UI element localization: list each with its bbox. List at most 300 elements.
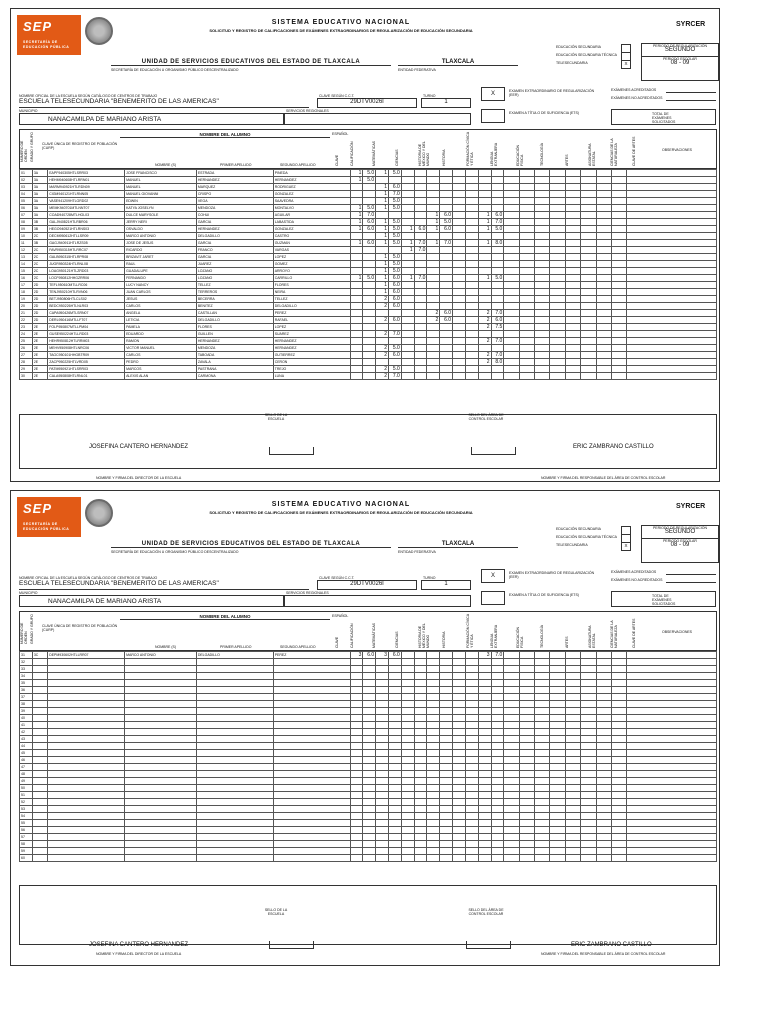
grade-key-cell[interactable] bbox=[453, 303, 466, 310]
grade-value-cell[interactable] bbox=[414, 261, 427, 268]
grade-key-cell[interactable]: 1 bbox=[350, 177, 363, 184]
grade-key-cell[interactable]: 1 bbox=[478, 226, 491, 233]
grade-cell[interactable] bbox=[596, 226, 611, 233]
grade-value-cell[interactable]: 6.0 bbox=[491, 317, 504, 324]
grade-key-cell[interactable] bbox=[401, 170, 414, 177]
grade-key-cell[interactable] bbox=[376, 680, 389, 687]
grade-value-cell[interactable] bbox=[389, 757, 402, 764]
grade-cell[interactable] bbox=[596, 722, 611, 729]
grade-key-cell[interactable] bbox=[350, 834, 363, 841]
grade-key-cell[interactable] bbox=[427, 687, 440, 694]
grade-cell[interactable] bbox=[581, 855, 596, 862]
grade-key-cell[interactable] bbox=[350, 184, 363, 191]
grade-value-cell[interactable] bbox=[465, 771, 478, 778]
grade-cell[interactable] bbox=[581, 317, 596, 324]
grade-value-cell[interactable] bbox=[363, 261, 376, 268]
grade-value-cell[interactable] bbox=[440, 666, 453, 673]
grade-value-cell[interactable] bbox=[491, 233, 504, 240]
grade-key-cell[interactable] bbox=[350, 303, 363, 310]
grade-key-cell[interactable] bbox=[478, 289, 491, 296]
grade-cell[interactable] bbox=[535, 729, 550, 736]
grade-value-cell[interactable]: 6.0 bbox=[440, 317, 453, 324]
grade-cell[interactable] bbox=[550, 778, 565, 785]
grade-cell[interactable] bbox=[596, 247, 611, 254]
grade-key-cell[interactable] bbox=[478, 268, 491, 275]
grade-key-cell[interactable] bbox=[376, 855, 389, 862]
grade-value-cell[interactable] bbox=[491, 834, 504, 841]
grade-cell[interactable] bbox=[581, 268, 596, 275]
grade-cell[interactable] bbox=[535, 750, 550, 757]
grade-value-cell[interactable] bbox=[389, 848, 402, 855]
grade-key-cell[interactable]: 1 bbox=[376, 275, 389, 282]
grade-cell[interactable] bbox=[581, 764, 596, 771]
grade-value-cell[interactable] bbox=[465, 701, 478, 708]
grade-value-cell[interactable]: 6.0 bbox=[389, 275, 402, 282]
observation-cell[interactable] bbox=[627, 170, 717, 177]
grade-cell[interactable] bbox=[565, 261, 580, 268]
grade-value-cell[interactable] bbox=[363, 757, 376, 764]
grade-value-cell[interactable] bbox=[465, 212, 478, 219]
grade-cell[interactable] bbox=[519, 841, 534, 848]
grade-key-cell[interactable] bbox=[427, 191, 440, 198]
grade-value-cell[interactable] bbox=[414, 799, 427, 806]
grade-value-cell[interactable] bbox=[491, 778, 504, 785]
grade-cell[interactable] bbox=[519, 666, 534, 673]
grade-value-cell[interactable]: 5.0 bbox=[389, 205, 402, 212]
grade-key-cell[interactable]: 2 bbox=[427, 310, 440, 317]
grade-cell[interactable] bbox=[550, 212, 565, 219]
grade-value-cell[interactable] bbox=[363, 848, 376, 855]
grade-value-cell[interactable] bbox=[389, 806, 402, 813]
observation-cell[interactable] bbox=[627, 673, 717, 680]
grade-cell[interactable] bbox=[565, 275, 580, 282]
grade-value-cell[interactable] bbox=[465, 170, 478, 177]
grade-cell[interactable] bbox=[535, 359, 550, 366]
grade-key-cell[interactable] bbox=[453, 254, 466, 261]
grade-value-cell[interactable] bbox=[414, 792, 427, 799]
grade-value-cell[interactable] bbox=[414, 373, 427, 380]
grade-value-cell[interactable]: 6.0 bbox=[389, 317, 402, 324]
grade-cell[interactable] bbox=[550, 785, 565, 792]
grade-cell[interactable] bbox=[611, 247, 626, 254]
grade-cell[interactable] bbox=[581, 757, 596, 764]
grade-cell[interactable] bbox=[535, 317, 550, 324]
grade-cell[interactable] bbox=[565, 764, 580, 771]
grade-key-cell[interactable] bbox=[401, 757, 414, 764]
grade-cell[interactable] bbox=[519, 184, 534, 191]
grade-key-cell[interactable] bbox=[453, 359, 466, 366]
grade-cell[interactable] bbox=[596, 680, 611, 687]
grade-value-cell[interactable] bbox=[414, 722, 427, 729]
grade-cell[interactable] bbox=[565, 324, 580, 331]
grade-cell[interactable] bbox=[535, 275, 550, 282]
grade-key-cell[interactable] bbox=[350, 757, 363, 764]
grade-value-cell[interactable] bbox=[363, 296, 376, 303]
grade-cell[interactable] bbox=[611, 184, 626, 191]
grade-key-cell[interactable] bbox=[401, 282, 414, 289]
grade-value-cell[interactable] bbox=[491, 296, 504, 303]
grade-key-cell[interactable] bbox=[401, 184, 414, 191]
grade-cell[interactable] bbox=[519, 834, 534, 841]
grade-cell[interactable] bbox=[519, 827, 534, 834]
grade-value-cell[interactable] bbox=[414, 729, 427, 736]
grade-cell[interactable] bbox=[504, 680, 519, 687]
grade-key-cell[interactable] bbox=[453, 827, 466, 834]
grade-key-cell[interactable] bbox=[478, 715, 491, 722]
grade-cell[interactable] bbox=[611, 345, 626, 352]
grade-cell[interactable] bbox=[565, 736, 580, 743]
grade-value-cell[interactable] bbox=[414, 296, 427, 303]
grade-cell[interactable] bbox=[596, 324, 611, 331]
grade-key-cell[interactable] bbox=[350, 352, 363, 359]
grade-cell[interactable] bbox=[565, 722, 580, 729]
grade-cell[interactable] bbox=[581, 827, 596, 834]
grade-cell[interactable] bbox=[550, 268, 565, 275]
grade-key-cell[interactable] bbox=[401, 205, 414, 212]
grade-value-cell[interactable]: 6.0 bbox=[389, 303, 402, 310]
grade-cell[interactable] bbox=[504, 722, 519, 729]
grade-cell[interactable] bbox=[535, 373, 550, 380]
grade-key-cell[interactable] bbox=[427, 666, 440, 673]
observation-cell[interactable] bbox=[627, 708, 717, 715]
grade-key-cell[interactable] bbox=[453, 848, 466, 855]
grade-cell[interactable] bbox=[519, 806, 534, 813]
grade-value-cell[interactable] bbox=[414, 254, 427, 261]
grade-key-cell[interactable] bbox=[453, 282, 466, 289]
grade-cell[interactable] bbox=[535, 268, 550, 275]
grade-key-cell[interactable]: 3 bbox=[376, 652, 389, 659]
grade-cell[interactable] bbox=[565, 310, 580, 317]
grade-cell[interactable] bbox=[611, 820, 626, 827]
grade-cell[interactable] bbox=[581, 338, 596, 345]
grade-value-cell[interactable] bbox=[363, 331, 376, 338]
grade-cell[interactable] bbox=[565, 338, 580, 345]
grade-cell[interactable] bbox=[535, 813, 550, 820]
grade-key-cell[interactable] bbox=[350, 799, 363, 806]
grade-value-cell[interactable] bbox=[414, 841, 427, 848]
grade-key-cell[interactable] bbox=[376, 764, 389, 771]
grade-cell[interactable] bbox=[535, 170, 550, 177]
grade-cell[interactable] bbox=[581, 212, 596, 219]
observation-cell[interactable] bbox=[627, 799, 717, 806]
grade-key-cell[interactable] bbox=[478, 834, 491, 841]
grade-value-cell[interactable] bbox=[389, 750, 402, 757]
grade-cell[interactable] bbox=[611, 694, 626, 701]
grade-cell[interactable] bbox=[550, 722, 565, 729]
grade-value-cell[interactable] bbox=[465, 226, 478, 233]
grade-key-cell[interactable] bbox=[478, 261, 491, 268]
grade-cell[interactable] bbox=[581, 240, 596, 247]
grade-key-cell[interactable] bbox=[427, 820, 440, 827]
grade-key-cell[interactable] bbox=[376, 757, 389, 764]
grade-value-cell[interactable] bbox=[465, 275, 478, 282]
grade-value-cell[interactable] bbox=[363, 289, 376, 296]
observation-cell[interactable] bbox=[627, 233, 717, 240]
grade-key-cell[interactable] bbox=[427, 359, 440, 366]
grade-cell[interactable] bbox=[596, 317, 611, 324]
grade-cell[interactable] bbox=[550, 177, 565, 184]
grade-value-cell[interactable] bbox=[465, 184, 478, 191]
grade-cell[interactable] bbox=[611, 750, 626, 757]
grade-value-cell[interactable]: 6.0 bbox=[440, 226, 453, 233]
grade-value-cell[interactable] bbox=[389, 764, 402, 771]
grade-value-cell[interactable] bbox=[440, 345, 453, 352]
grade-value-cell[interactable]: 7.0 bbox=[414, 247, 427, 254]
grade-value-cell[interactable] bbox=[414, 750, 427, 757]
grade-cell[interactable] bbox=[611, 191, 626, 198]
grade-cell[interactable] bbox=[581, 233, 596, 240]
grade-key-cell[interactable] bbox=[478, 296, 491, 303]
grade-value-cell[interactable] bbox=[414, 687, 427, 694]
grade-cell[interactable] bbox=[596, 184, 611, 191]
grade-cell[interactable] bbox=[565, 233, 580, 240]
observation-cell[interactable] bbox=[627, 771, 717, 778]
observation-cell[interactable] bbox=[627, 198, 717, 205]
grade-cell[interactable] bbox=[550, 170, 565, 177]
grade-cell[interactable] bbox=[596, 338, 611, 345]
grade-cell[interactable] bbox=[565, 345, 580, 352]
grade-key-cell[interactable] bbox=[453, 261, 466, 268]
grade-key-cell[interactable] bbox=[401, 792, 414, 799]
grade-value-cell[interactable]: 6.0 bbox=[363, 652, 376, 659]
grade-value-cell[interactable] bbox=[440, 324, 453, 331]
grade-value-cell[interactable]: 6.0 bbox=[491, 212, 504, 219]
grade-value-cell[interactable] bbox=[440, 827, 453, 834]
grade-cell[interactable] bbox=[611, 743, 626, 750]
grade-key-cell[interactable] bbox=[453, 317, 466, 324]
grade-value-cell[interactable] bbox=[440, 303, 453, 310]
grade-cell[interactable] bbox=[581, 366, 596, 373]
observation-cell[interactable] bbox=[627, 722, 717, 729]
grade-key-cell[interactable]: 1 bbox=[427, 226, 440, 233]
grade-key-cell[interactable] bbox=[453, 799, 466, 806]
grade-key-cell[interactable]: 3 bbox=[478, 652, 491, 659]
grade-cell[interactable] bbox=[519, 254, 534, 261]
grade-key-cell[interactable] bbox=[478, 799, 491, 806]
grade-value-cell[interactable] bbox=[414, 736, 427, 743]
grade-cell[interactable] bbox=[535, 296, 550, 303]
grade-value-cell[interactable] bbox=[440, 848, 453, 855]
grade-key-cell[interactable] bbox=[350, 792, 363, 799]
grade-cell[interactable] bbox=[596, 806, 611, 813]
grade-value-cell[interactable] bbox=[363, 750, 376, 757]
grade-key-cell[interactable] bbox=[350, 848, 363, 855]
observation-cell[interactable] bbox=[627, 184, 717, 191]
grade-key-cell[interactable] bbox=[427, 282, 440, 289]
grade-cell[interactable] bbox=[535, 841, 550, 848]
grade-key-cell[interactable] bbox=[453, 310, 466, 317]
grade-value-cell[interactable] bbox=[491, 170, 504, 177]
grade-value-cell[interactable] bbox=[465, 687, 478, 694]
grade-key-cell[interactable] bbox=[350, 366, 363, 373]
grade-cell[interactable] bbox=[535, 743, 550, 750]
ets-checkbox[interactable] bbox=[481, 109, 505, 123]
grade-key-cell[interactable] bbox=[350, 673, 363, 680]
grade-key-cell[interactable] bbox=[453, 729, 466, 736]
grade-key-cell[interactable] bbox=[453, 184, 466, 191]
grade-key-cell[interactable] bbox=[427, 659, 440, 666]
grade-key-cell[interactable] bbox=[453, 694, 466, 701]
grade-cell[interactable] bbox=[596, 331, 611, 338]
grade-key-cell[interactable] bbox=[350, 827, 363, 834]
grade-value-cell[interactable] bbox=[363, 785, 376, 792]
observation-cell[interactable] bbox=[627, 694, 717, 701]
grade-value-cell[interactable]: 7.0 bbox=[491, 352, 504, 359]
grade-cell[interactable] bbox=[611, 757, 626, 764]
grade-key-cell[interactable] bbox=[401, 736, 414, 743]
grade-cell[interactable] bbox=[565, 659, 580, 666]
grade-value-cell[interactable] bbox=[491, 345, 504, 352]
grade-key-cell[interactable] bbox=[427, 834, 440, 841]
grade-key-cell[interactable] bbox=[376, 848, 389, 855]
grade-value-cell[interactable] bbox=[440, 673, 453, 680]
grade-value-cell[interactable] bbox=[440, 366, 453, 373]
grade-value-cell[interactable]: 6.0 bbox=[389, 352, 402, 359]
grade-cell[interactable] bbox=[550, 317, 565, 324]
grade-key-cell[interactable] bbox=[401, 331, 414, 338]
grade-value-cell[interactable]: 7.0 bbox=[491, 652, 504, 659]
grade-value-cell[interactable] bbox=[465, 715, 478, 722]
grade-key-cell[interactable] bbox=[401, 771, 414, 778]
grade-cell[interactable] bbox=[581, 303, 596, 310]
grade-key-cell[interactable] bbox=[478, 771, 491, 778]
grade-key-cell[interactable] bbox=[453, 666, 466, 673]
grade-key-cell[interactable] bbox=[401, 778, 414, 785]
grade-value-cell[interactable]: 6.0 bbox=[414, 226, 427, 233]
grade-cell[interactable] bbox=[535, 345, 550, 352]
grade-key-cell[interactable]: 2 bbox=[376, 366, 389, 373]
grade-value-cell[interactable] bbox=[491, 254, 504, 261]
grade-value-cell[interactable] bbox=[414, 680, 427, 687]
observation-cell[interactable] bbox=[627, 855, 717, 862]
grade-cell[interactable] bbox=[504, 687, 519, 694]
grade-cell[interactable] bbox=[519, 240, 534, 247]
observation-cell[interactable] bbox=[627, 666, 717, 673]
grade-value-cell[interactable] bbox=[389, 736, 402, 743]
grade-value-cell[interactable]: 7.0 bbox=[389, 331, 402, 338]
grade-cell[interactable] bbox=[611, 785, 626, 792]
grade-cell[interactable] bbox=[519, 778, 534, 785]
grade-value-cell[interactable] bbox=[465, 834, 478, 841]
grade-key-cell[interactable] bbox=[453, 715, 466, 722]
grade-cell[interactable] bbox=[504, 729, 519, 736]
grade-value-cell[interactable] bbox=[414, 170, 427, 177]
grade-key-cell[interactable] bbox=[427, 708, 440, 715]
grade-cell[interactable] bbox=[611, 827, 626, 834]
grade-cell[interactable] bbox=[535, 226, 550, 233]
grade-key-cell[interactable] bbox=[478, 282, 491, 289]
grade-cell[interactable] bbox=[535, 680, 550, 687]
grade-cell[interactable] bbox=[535, 708, 550, 715]
grade-cell[interactable] bbox=[611, 799, 626, 806]
grade-value-cell[interactable] bbox=[465, 359, 478, 366]
grade-value-cell[interactable] bbox=[465, 324, 478, 331]
grade-cell[interactable] bbox=[535, 205, 550, 212]
grade-key-cell[interactable] bbox=[478, 205, 491, 212]
grade-cell[interactable] bbox=[565, 806, 580, 813]
grade-key-cell[interactable] bbox=[401, 212, 414, 219]
grade-key-cell[interactable] bbox=[453, 366, 466, 373]
grade-cell[interactable] bbox=[550, 820, 565, 827]
grade-cell[interactable] bbox=[611, 701, 626, 708]
grade-cell[interactable] bbox=[581, 694, 596, 701]
grade-key-cell[interactable] bbox=[427, 715, 440, 722]
grade-cell[interactable] bbox=[504, 317, 519, 324]
grade-key-cell[interactable] bbox=[427, 855, 440, 862]
grade-key-cell[interactable]: 2 bbox=[376, 296, 389, 303]
grade-value-cell[interactable] bbox=[440, 855, 453, 862]
grade-value-cell[interactable] bbox=[465, 785, 478, 792]
grade-value-cell[interactable] bbox=[363, 820, 376, 827]
grade-value-cell[interactable] bbox=[414, 366, 427, 373]
grade-cell[interactable] bbox=[581, 324, 596, 331]
grade-cell[interactable] bbox=[581, 310, 596, 317]
grade-value-cell[interactable] bbox=[465, 191, 478, 198]
grade-cell[interactable] bbox=[504, 303, 519, 310]
grade-cell[interactable] bbox=[596, 848, 611, 855]
grade-cell[interactable] bbox=[535, 771, 550, 778]
grade-cell[interactable] bbox=[611, 352, 626, 359]
grade-value-cell[interactable] bbox=[491, 205, 504, 212]
grade-cell[interactable] bbox=[504, 694, 519, 701]
grade-cell[interactable] bbox=[504, 855, 519, 862]
grade-cell[interactable] bbox=[519, 268, 534, 275]
grade-key-cell[interactable] bbox=[427, 722, 440, 729]
grade-cell[interactable] bbox=[581, 373, 596, 380]
grade-cell[interactable] bbox=[611, 233, 626, 240]
grade-key-cell[interactable] bbox=[453, 687, 466, 694]
grade-key-cell[interactable] bbox=[427, 198, 440, 205]
grade-value-cell[interactable] bbox=[363, 184, 376, 191]
observation-cell[interactable] bbox=[627, 659, 717, 666]
grade-key-cell[interactable]: 1 bbox=[376, 219, 389, 226]
grade-cell[interactable] bbox=[596, 212, 611, 219]
observation-cell[interactable] bbox=[627, 736, 717, 743]
grade-value-cell[interactable] bbox=[389, 729, 402, 736]
observation-cell[interactable] bbox=[627, 205, 717, 212]
grade-cell[interactable] bbox=[611, 177, 626, 184]
grade-cell[interactable] bbox=[519, 701, 534, 708]
grade-key-cell[interactable] bbox=[478, 184, 491, 191]
grade-cell[interactable] bbox=[535, 666, 550, 673]
grade-value-cell[interactable] bbox=[414, 324, 427, 331]
grade-value-cell[interactable] bbox=[389, 359, 402, 366]
grade-value-cell[interactable] bbox=[414, 694, 427, 701]
grade-cell[interactable] bbox=[519, 373, 534, 380]
grade-value-cell[interactable] bbox=[363, 694, 376, 701]
grade-value-cell[interactable] bbox=[465, 373, 478, 380]
grade-key-cell[interactable] bbox=[376, 673, 389, 680]
grade-cell[interactable] bbox=[611, 310, 626, 317]
grade-value-cell[interactable]: 6.0 bbox=[389, 652, 402, 659]
grade-cell[interactable] bbox=[611, 317, 626, 324]
grade-key-cell[interactable] bbox=[350, 820, 363, 827]
grade-cell[interactable] bbox=[504, 310, 519, 317]
grade-value-cell[interactable] bbox=[389, 799, 402, 806]
grade-value-cell[interactable] bbox=[363, 834, 376, 841]
grade-value-cell[interactable] bbox=[414, 282, 427, 289]
grade-cell[interactable] bbox=[596, 177, 611, 184]
grade-value-cell[interactable] bbox=[440, 806, 453, 813]
grade-key-cell[interactable] bbox=[376, 771, 389, 778]
grade-value-cell[interactable] bbox=[363, 310, 376, 317]
grade-key-cell[interactable]: 2 bbox=[376, 303, 389, 310]
grade-key-cell[interactable] bbox=[376, 359, 389, 366]
grade-key-cell[interactable] bbox=[478, 764, 491, 771]
grade-key-cell[interactable] bbox=[401, 191, 414, 198]
grade-cell[interactable] bbox=[550, 771, 565, 778]
observation-cell[interactable] bbox=[627, 268, 717, 275]
